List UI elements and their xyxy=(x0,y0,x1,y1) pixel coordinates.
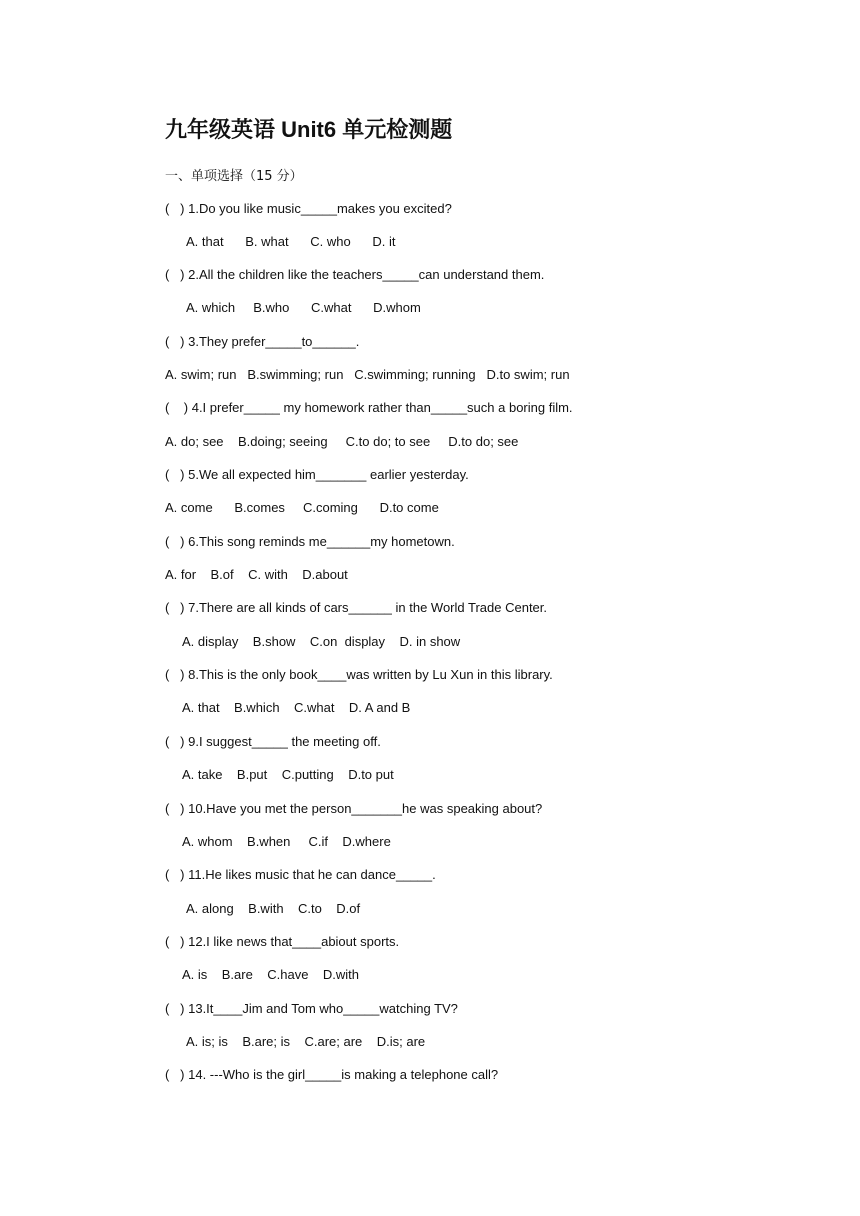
options-8: A. that B.which C.what D. A and B xyxy=(182,700,411,715)
question-8: ( ) 8.This is the only book____was written by Lu Xun in this library. xyxy=(165,667,553,682)
question-4: ( ) 4.I prefer_____ my homework rather than_____such a boring film. xyxy=(165,400,573,415)
question-6: ( ) 6.This song reminds me______my hometown. xyxy=(165,534,455,549)
question-10: ( ) 10.Have you met the person_______he was speaking about? xyxy=(165,801,543,816)
question-5: ( ) 5.We all expected him_______ earlier yesterday. xyxy=(165,467,469,482)
options-12: A. is B.are C.have D.with xyxy=(182,967,360,982)
options-4: A. do; see B.doing; seeing C.to do; to see D.to do; see xyxy=(165,434,519,449)
page-title: 九年级英语 Unit6 单元检测题 xyxy=(165,117,453,142)
options-13: A. is; is B.are; is C.are; are D.is; are xyxy=(186,1034,426,1049)
question-7: ( ) 7.There are all kinds of cars______ in the World Trade Center. xyxy=(165,600,548,615)
question-3: ( ) 3.They prefer_____to______. xyxy=(165,334,360,349)
question-13: ( ) 13.It____Jim and Tom who_____watching TV? xyxy=(165,1001,458,1016)
options-9: A. take B.put C.putting D.to put xyxy=(182,767,394,782)
question-12: ( ) 12.I like news that____abiout sports. xyxy=(165,934,400,949)
question-11: ( ) 11.He likes music that he can dance_____. xyxy=(165,867,436,882)
section-heading: 一、单项选择（15 分） xyxy=(165,169,303,184)
question-14: ( ) 14. ---Who is the girl_____is making a telephone call? xyxy=(165,1067,499,1082)
options-3: A. swim; run B.swimming; run C.swimming; running D.to swim; run xyxy=(165,367,570,382)
question-2: ( ) 2.All the children like the teachers_____can understand them. xyxy=(165,267,545,282)
question-9: ( ) 9.I suggest_____ the meeting off. xyxy=(165,734,381,749)
options-10: A. whom B.when C.if D.where xyxy=(182,834,391,849)
options-6: A. for B.of C. with D.about xyxy=(165,567,348,582)
options-7: A. display B.show C.on display D. in show xyxy=(182,634,461,649)
question-1: ( ) 1.Do you like music_____makes you excited? xyxy=(165,201,452,216)
options-2: A. which B.who C.what D.whom xyxy=(186,300,421,315)
options-1: A. that B. what C. who D. it xyxy=(186,234,396,249)
options-5: A. come B.comes C.coming D.to come xyxy=(165,500,439,515)
options-11: A. along B.with C.to D.of xyxy=(186,901,361,916)
